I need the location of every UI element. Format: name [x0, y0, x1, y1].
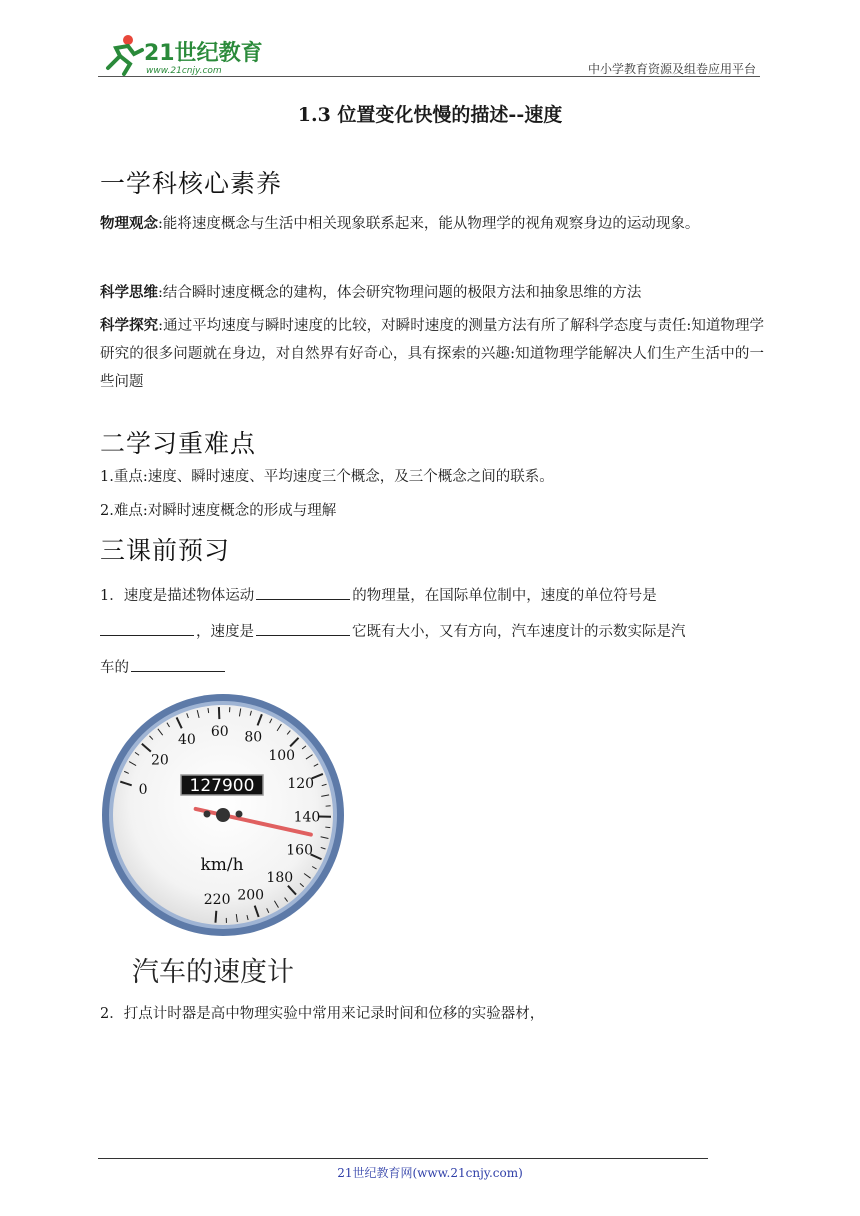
- item-label: 科学思维: [100, 285, 158, 301]
- tick-label: 180: [266, 869, 294, 886]
- tick-label: 100: [268, 747, 296, 764]
- section3-heading: 三课前预习: [100, 536, 231, 565]
- section1-heading: 一学科核心素养: [100, 169, 283, 198]
- item-text: :通过平均速度与瞬时速度的比较，对瞬时速度的测量方法有所了解科学态度与责任:知道物理学研究的很多问题就在身边，对自然界有好奇心，具有探索的兴趣:知道物理学能解决人们生产生活中的一些问题: [100, 318, 764, 390]
- logo-text: 21世纪教育: [144, 41, 263, 66]
- odometer-value: 127900: [189, 776, 255, 796]
- tick-label: 40: [177, 732, 196, 749]
- q1-text: 它既有大小，又有方向，汽车速度计的示数实际是汽: [352, 624, 686, 640]
- q1-text: ，速度是: [196, 624, 254, 640]
- indicator-dot-right: [236, 811, 243, 818]
- platform-name: 中小学教育资源及组卷应用平台: [587, 62, 756, 76]
- question-1-line-2: [100, 618, 764, 646]
- answer-blank[interactable]: [100, 621, 194, 636]
- tick-label: 160: [286, 842, 313, 859]
- tick-mark: [208, 708, 209, 713]
- tick-label: 60: [210, 724, 229, 741]
- answer-blank[interactable]: [131, 657, 225, 672]
- tick-mark: [325, 827, 330, 828]
- indicator-dot-left: [204, 811, 211, 818]
- logo-url: www.21cnjy.com: [146, 66, 222, 76]
- item-label: 物理观念: [100, 216, 158, 232]
- tick-label: 120: [287, 776, 315, 793]
- tick-label: 220: [203, 891, 231, 908]
- item-text: :能将速度概念与生活中相关现象联系起来，能从物理学的视角观察身边的运动现象。: [158, 216, 700, 232]
- question-2: 2．打点计时器是高中物理实验中常用来记录时间和位移的实验器材，: [100, 1006, 545, 1022]
- section2-heading: 二学习重难点: [100, 429, 257, 458]
- tick-label: 200: [237, 887, 265, 904]
- header-divider: [98, 76, 760, 77]
- q1-text: 车的: [100, 660, 129, 676]
- runner-icon: [108, 35, 142, 74]
- tick-label: 140: [293, 809, 321, 826]
- tick-mark: [215, 911, 216, 923]
- speed-unit: km/h: [200, 855, 244, 875]
- site-logo: [94, 30, 264, 78]
- q1-text: 1．速度是描述物体运动: [100, 588, 255, 604]
- footer-text: 21世纪教育网(www.21cnjy.com): [337, 1166, 523, 1180]
- difficult-point: 2.难点:对瞬时速度概念的形成与理解: [100, 503, 337, 519]
- tick-label: 0: [138, 782, 148, 799]
- item-label: 科学探究: [100, 318, 159, 334]
- q1-text: 的物理量，在国际单位制中，速度的单位符号是: [352, 588, 657, 604]
- section1-item-physics-concept: [100, 210, 764, 238]
- section1-item-scientific-thinking: [100, 279, 764, 307]
- speedometer-figure: [98, 690, 348, 940]
- tick-label: 80: [244, 729, 263, 746]
- question-1-line-3: [100, 654, 764, 682]
- tick-label: 20: [150, 752, 169, 769]
- page-title: 1.3 位置变化快慢的描述--速度: [297, 104, 563, 126]
- answer-blank[interactable]: [256, 585, 350, 600]
- key-point: 1.重点:速度、瞬时速度、平均速度三个概念，及三个概念之间的联系。: [100, 469, 554, 485]
- needle-hub: [216, 808, 230, 822]
- figure-caption: 汽车的速度计: [132, 957, 294, 988]
- answer-blank[interactable]: [256, 621, 350, 636]
- footer-divider: [98, 1158, 708, 1159]
- section1-item-scientific-inquiry: [100, 312, 764, 396]
- item-text: :结合瞬时速度概念的建构，体会研究物理问题的极限方法和抽象思维的方法: [158, 285, 642, 301]
- question-1-line-1: [100, 582, 764, 610]
